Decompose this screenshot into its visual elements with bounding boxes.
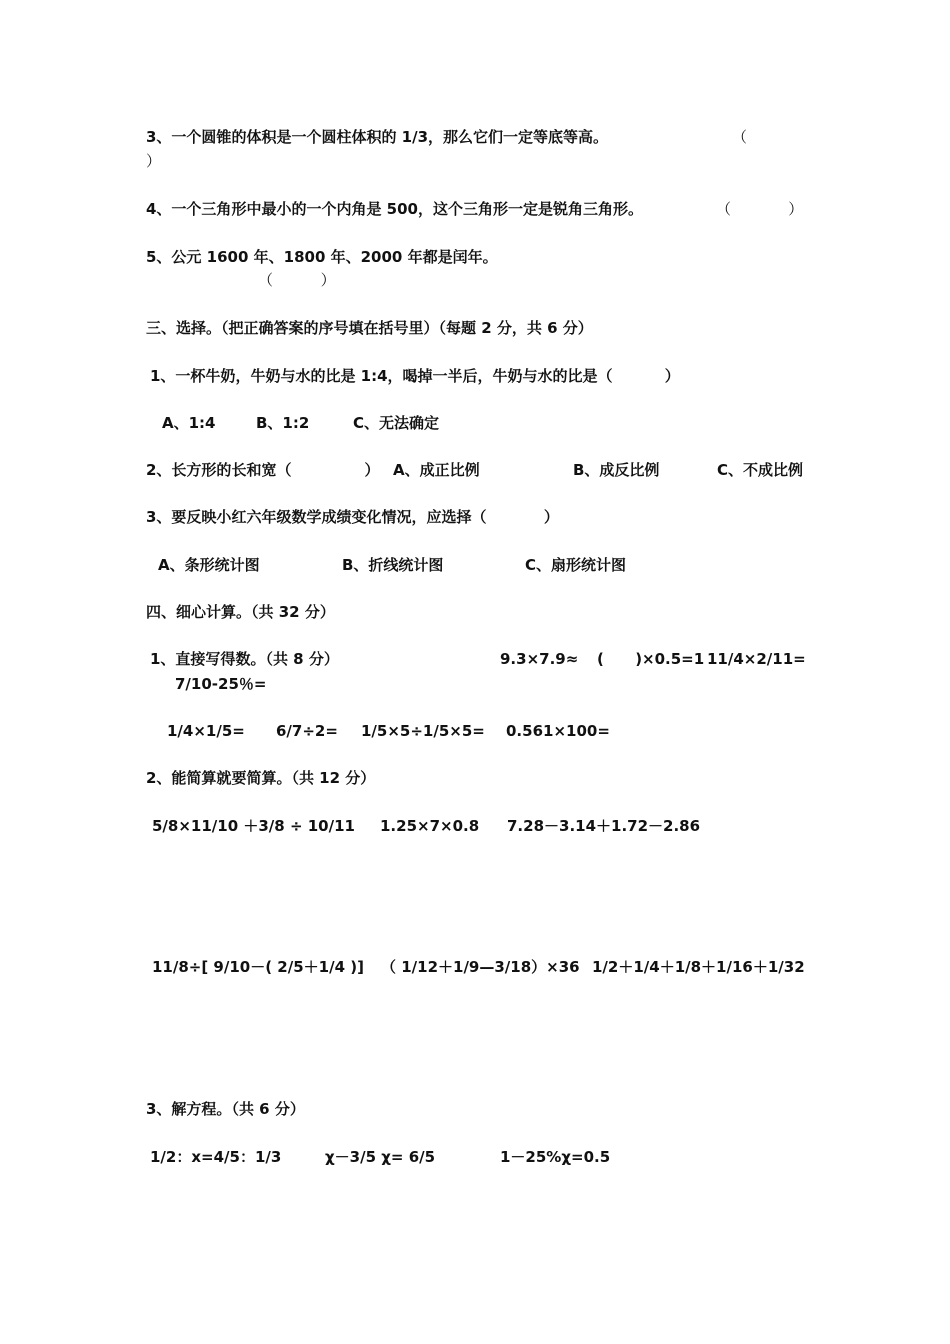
judge-q4-text: 4、一个三角形中最小的一个内角是 500，这个三角形一定是锐角三角形。 — [146, 200, 643, 218]
calc-part2-expr-6: 1/2＋1/4＋1/8＋1/16＋1/32 — [592, 958, 805, 976]
calc-part1-expr-4: 7/10-25％= — [175, 675, 267, 693]
calc-part1-expr-3: 11/4×2/11= — [707, 650, 806, 668]
calc-part1-expr-1: 9.3×7.9≈ — [500, 650, 579, 668]
choice-q3-option-b: B、折线统计图 — [342, 556, 444, 574]
calc-part1-expr-8: 0.561×100= — [506, 722, 610, 740]
section-calc-heading: 四、细心计算。（共 32 分） — [146, 603, 335, 621]
calc-part2-expr-3: 7.28－3.14＋1.72－2.86 — [507, 817, 701, 835]
section-choice-heading: 三、选择。（把正确答案的序号填在括号里）（每题 2 分，共 6 分） — [146, 319, 593, 337]
calc-part2-expr-1: 5/8×11/10 ＋3/8 ÷ 10/11 — [152, 817, 355, 835]
choice-q1-text: 1、一杯牛奶，牛奶与水的比是 1:4，喝掉一半后，牛奶与水的比是（ ） — [150, 367, 680, 385]
judge-q3-paren-close: ） — [146, 152, 162, 170]
calc-part1-expr-2: ( )×0.5=1 — [597, 650, 705, 668]
calc-part1-expr-5: 1/4×1/5= — [167, 722, 245, 740]
choice-q1-option-b: B、1:2 — [256, 414, 310, 432]
calc-part3-equation-1: 1/2：x=4/5：1/3 — [150, 1148, 282, 1166]
calc-part2-expr-5: （ 1/12＋1/9—3/18）×36 — [381, 958, 580, 976]
judge-q4-answer-blank: （ ） — [716, 200, 804, 218]
calc-part1-title: 1、直接写得数。（共 8 分） — [150, 650, 339, 668]
judge-q5-answer-blank: （ ） — [258, 271, 336, 289]
choice-q3-text: 3、要反映小红六年级数学成绩变化情况，应选择（ ） — [146, 508, 559, 526]
calc-part2-expr-4: 11/8÷[ 9/10－( 2/5＋1/4 )] — [152, 958, 364, 976]
judge-q3-paren-open: （ — [732, 128, 748, 146]
choice-q3-option-c: C、扇形统计图 — [525, 556, 627, 574]
calc-part3-title: 3、解方程。（共 6 分） — [146, 1100, 305, 1118]
calc-part2-title: 2、能简算就要简算。（共 12 分） — [146, 769, 376, 787]
calc-part1-expr-7: 1/5×5÷1/5×5= — [361, 722, 485, 740]
calc-part3-equation-3: 1－25%χ=0.5 — [500, 1148, 611, 1166]
calc-part1-expr-6: 6/7÷2= — [276, 722, 338, 740]
choice-q2-option-c: C、不成比例 — [717, 461, 804, 479]
judge-q5-text: 5、公元 1600 年、1800 年、2000 年都是闰年。 — [146, 248, 498, 266]
choice-q1-option-c: C、无法确定 — [353, 414, 440, 432]
choice-q3-option-a: A、条形统计图 — [158, 556, 260, 574]
judge-q3-text: 3、一个圆锥的体积是一个圆柱体积的 1/3，那么它们一定等底等高。 — [146, 128, 609, 146]
choice-q2-option-a: A、成正比例 — [393, 461, 480, 479]
calc-part3-equation-2: χ－3/5 χ= 6/5 — [325, 1148, 436, 1166]
choice-q1-option-a: A、1:4 — [162, 414, 216, 432]
choice-q2-text: 2、长方形的长和宽（ ） — [146, 461, 380, 479]
choice-q2-option-b: B、成反比例 — [573, 461, 660, 479]
calc-part2-expr-2: 1.25×7×0.8 — [380, 817, 480, 835]
